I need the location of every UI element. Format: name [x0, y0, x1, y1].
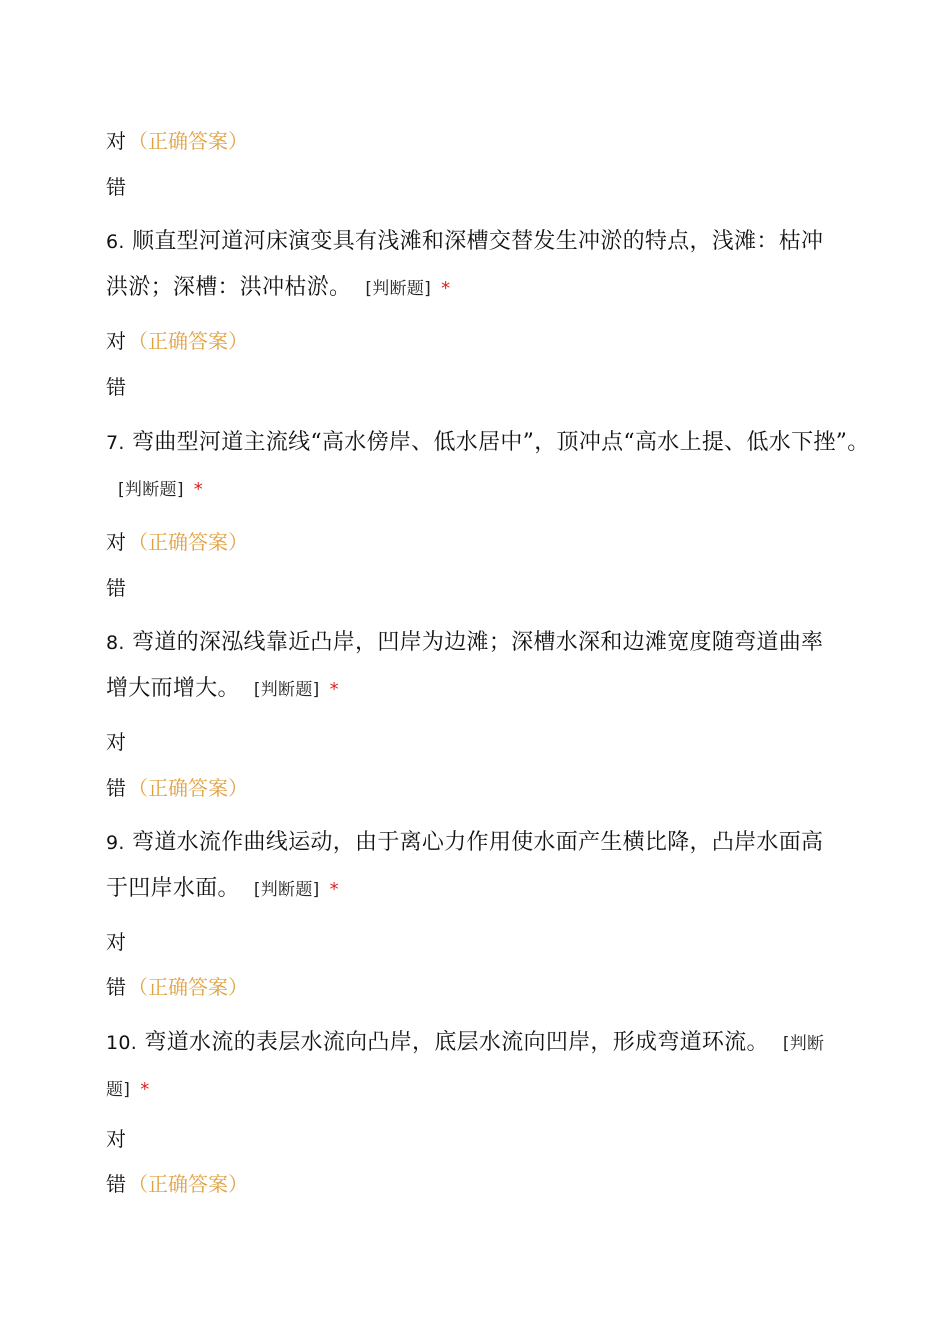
- question-9-option-false[interactable]: [106, 973, 248, 1001]
- option-label: 错: [106, 175, 126, 199]
- question-9-option-true[interactable]: [106, 928, 126, 956]
- option-label: 对: [106, 329, 126, 353]
- question-type-tag: [判断题]: [118, 480, 184, 500]
- required-star: *: [329, 679, 339, 700]
- option-true[interactable]: [106, 127, 248, 155]
- correct-answer-marker: （正确答案）: [128, 776, 248, 800]
- question-10-option-true[interactable]: [106, 1125, 126, 1153]
- question-10-text-cont: [106, 1075, 150, 1104]
- question-number: 10.: [106, 1032, 138, 1054]
- required-star: *: [329, 879, 339, 900]
- question-type-tag: [判断题]: [253, 680, 320, 700]
- question-9-text: [106, 829, 823, 857]
- correct-answer-marker: （正确答案）: [128, 975, 248, 999]
- question-type-tag-cont: 题]: [106, 1080, 131, 1100]
- question-7-text: [106, 429, 870, 457]
- option-label: 错: [106, 1172, 126, 1196]
- question-7-text-cont: [104, 475, 203, 504]
- question-line-2: 增大而增大。: [106, 676, 240, 701]
- option-label: 对: [106, 1127, 126, 1151]
- question-6-option-false[interactable]: [106, 373, 126, 401]
- option-label: 错: [106, 375, 126, 399]
- question-line-2: 洪淤；深槽：洪冲枯淤。: [106, 275, 352, 300]
- required-star: *: [441, 278, 451, 299]
- correct-answer-marker: （正确答案）: [128, 1172, 248, 1196]
- correct-answer-marker: （正确答案）: [128, 530, 248, 554]
- question-6-text: [106, 228, 823, 256]
- question-8-option-true[interactable]: [106, 728, 126, 756]
- question-type-tag: [判断题]: [253, 880, 320, 900]
- question-type-tag: [判断: [782, 1034, 825, 1054]
- question-6-text-cont: [106, 274, 450, 303]
- required-star: *: [140, 1079, 150, 1100]
- question-6-option-true[interactable]: [106, 327, 248, 355]
- option-label: 错: [106, 576, 126, 600]
- correct-answer-marker: （正确答案）: [128, 329, 248, 353]
- required-star: *: [193, 479, 204, 500]
- question-line-1: 弯道水流的表层水流向凸岸，底层水流向凹岸，形成弯道环流。: [144, 1030, 769, 1055]
- question-line-2: 于凹岸水面。: [106, 876, 240, 901]
- question-number: 8.: [106, 632, 125, 654]
- option-label: 错: [106, 776, 126, 800]
- question-10-option-false[interactable]: [106, 1170, 248, 1198]
- question-line-1: 弯曲型河道主流线“高水傍岸、低水居中”，顶冲点“高水上提、低水下挫”。: [132, 430, 870, 455]
- question-number: 7.: [106, 432, 125, 454]
- question-number: 9.: [106, 832, 125, 854]
- option-label: 对: [106, 129, 126, 153]
- question-10-text: [106, 1029, 824, 1058]
- correct-answer-marker: （正确答案）: [128, 129, 248, 153]
- option-false[interactable]: [106, 173, 126, 201]
- option-label: 错: [106, 975, 126, 999]
- question-line-1: 顺直型河道河床演变具有浅滩和深槽交替发生冲淤的特点，浅滩：枯冲: [132, 229, 824, 254]
- question-line-1: 弯道水流作曲线运动，由于离心力作用使水面产生横比降，凸岸水面高: [132, 830, 824, 855]
- option-label: 对: [106, 530, 126, 554]
- question-line-1: 弯道的深泓线靠近凸岸，凹岸为边滩；深槽水深和边滩宽度随弯道曲率: [132, 630, 824, 655]
- question-8-option-false[interactable]: [106, 774, 248, 802]
- question-8-text-cont: [106, 675, 339, 704]
- question-7-option-false[interactable]: [106, 574, 126, 602]
- question-type-tag: [判断题]: [365, 279, 432, 299]
- question-number: 6.: [106, 231, 125, 253]
- question-7-option-true[interactable]: [106, 528, 248, 556]
- question-9-text-cont: [106, 875, 339, 904]
- option-label: 对: [106, 730, 126, 754]
- option-label: 对: [106, 930, 126, 954]
- question-8-text: [106, 629, 823, 657]
